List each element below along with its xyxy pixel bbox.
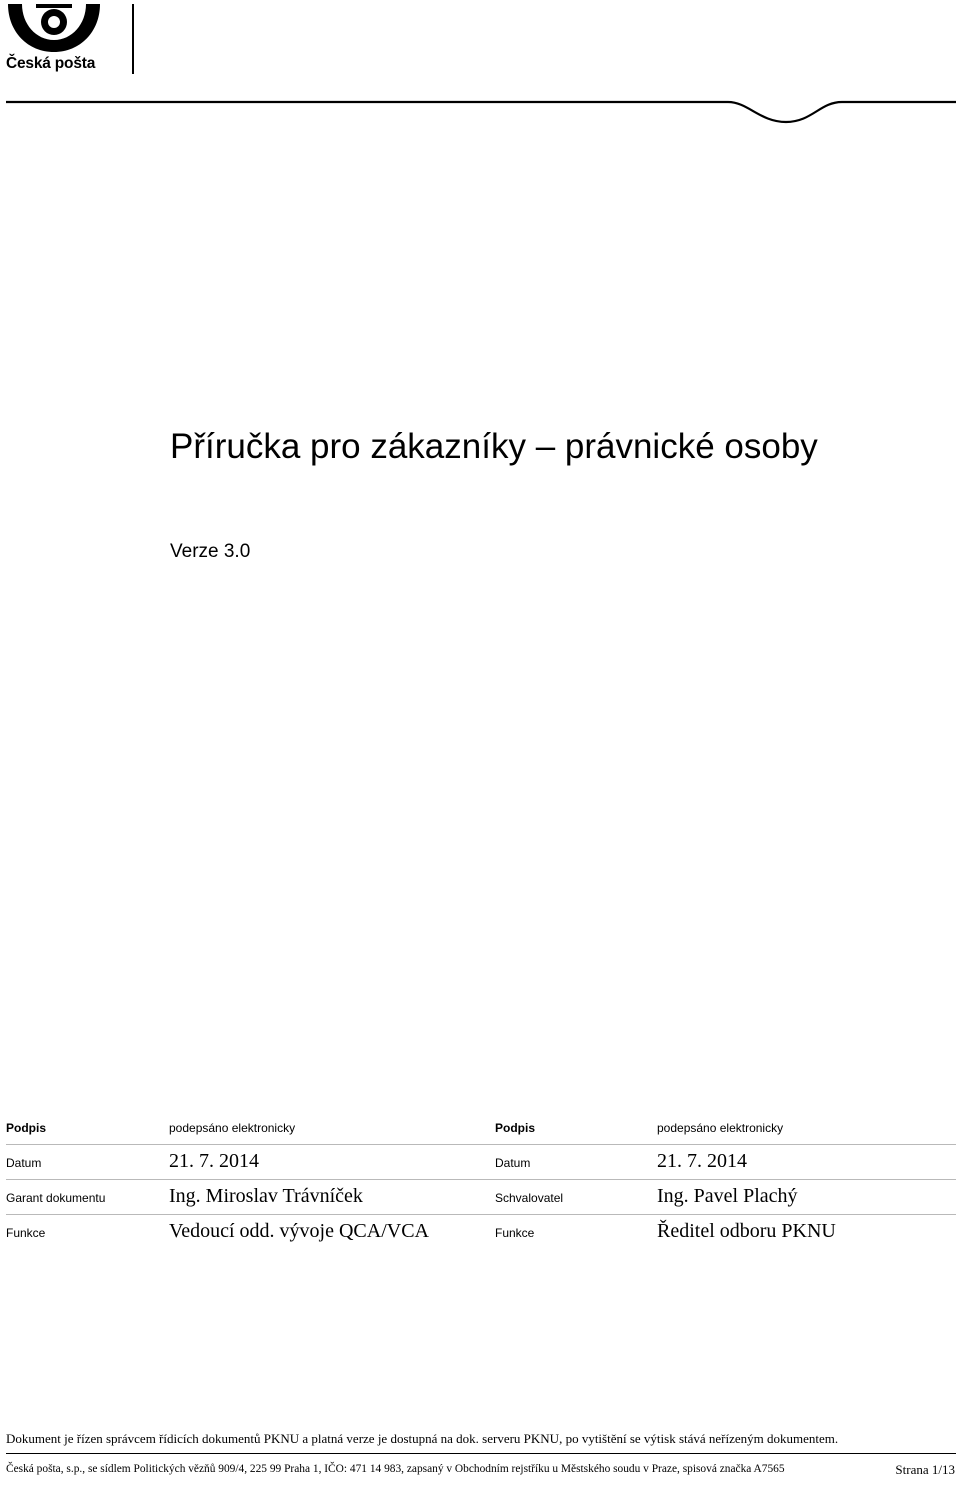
header-wave-line xyxy=(0,95,960,129)
person-row xyxy=(6,1180,956,1215)
row-label: Datum xyxy=(6,1156,42,1170)
row-label: Garant dokumentu xyxy=(6,1191,106,1205)
row-label: Podpis xyxy=(495,1121,536,1135)
signature-row xyxy=(6,1110,956,1145)
footer-divider xyxy=(6,1453,956,1454)
row-label: Funkce xyxy=(495,1226,535,1240)
row-value: podepsáno elektronicky xyxy=(657,1121,784,1135)
logo-text: Česká pošta xyxy=(6,55,96,72)
function-row xyxy=(6,1215,956,1249)
post-horn-icon xyxy=(6,2,102,54)
row-value: Ing. Pavel Plachý xyxy=(657,1185,798,1207)
document-control-note: Dokument je řízen správcem řídicích dokumentů PKNU a platná verze je dostupná na dok. serveru PKNU, po vytištění se výtisk stává neřízeným dokumentem. xyxy=(6,1431,839,1446)
signature-table xyxy=(6,1110,956,1249)
row-label: Datum xyxy=(495,1156,531,1170)
row-label: Podpis xyxy=(6,1121,47,1135)
row-value: Ředitel odboru PKNU xyxy=(657,1220,836,1242)
page-number: Strana 1/13 xyxy=(895,1462,955,1477)
logo-divider xyxy=(132,4,134,74)
date-row xyxy=(6,1145,956,1180)
row-value: 21. 7. 2014 xyxy=(657,1150,747,1172)
document-title: Příručka pro zákazníky – právnické osoby xyxy=(170,427,818,466)
row-value: Vedoucí odd. vývoje QCA/VCA xyxy=(169,1220,429,1242)
document-version: Verze 3.0 xyxy=(170,541,251,562)
row-label: Schvalovatel xyxy=(495,1191,564,1205)
company-address: Česká pošta, s.p., se sídlem Politických vězňů 909/4, 225 99 Praha 1, IČO: 471 14 983, zapsaný v Obchodním rejstříku u Městského soudu v Praze, spisová značka A7565 xyxy=(6,1463,785,1475)
row-value: 21. 7. 2014 xyxy=(169,1150,259,1172)
row-value: podepsáno elektronicky xyxy=(169,1121,296,1135)
ceska-posta-logo xyxy=(6,2,102,74)
row-value: Ing. Miroslav Trávníček xyxy=(169,1185,363,1207)
row-label: Funkce xyxy=(6,1226,46,1240)
